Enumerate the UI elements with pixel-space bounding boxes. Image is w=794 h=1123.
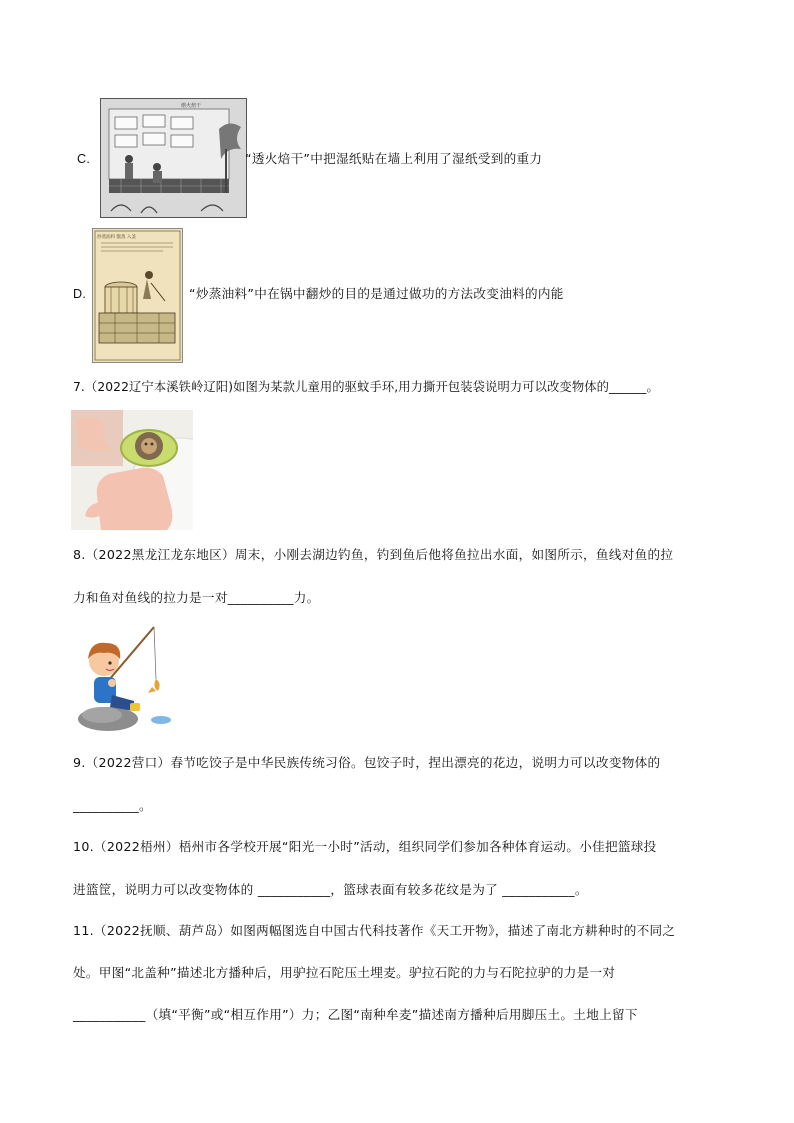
question-10-line-2: 进篮筐，说明力可以改变物体的 ___________，篮球表面有较多花纹是为了 ___________。 (73, 882, 588, 897)
question-11-line-1: 11.（2022抚顺、葫芦岛）如图两幅图选自中国古代科技著作《天工开物》，描述了南北方耕种时的不同之 (73, 923, 676, 938)
illustration-frying-oil-seeds (92, 228, 183, 363)
question-7-line-1: 7.（2022辽宁本溪铁岭辽阳)如图为某款儿童用的驱蚊手环,用力撕开包装袋说明力可以改变物体的______。 (73, 380, 659, 394)
photo-mosquito-bracelet (71, 410, 193, 530)
question-8-line-2: 力和鱼对鱼线的拉力是一对__________力。 (73, 590, 320, 605)
question-11-line-3: ___________（填“平衡”或“相互作用”）力；乙图“南种牟麦”描述南方播种后用脚压土。土地上留下 (73, 1007, 638, 1022)
question-11-line-2: 处。甲图“北盖种”描述北方播种后，用驴拉石陀压土埋麦。驴拉石陀的力与石陀拉驴的力是一对 (73, 965, 616, 980)
option-c-label: C. (77, 152, 91, 166)
option-d-text: “炒蒸油料”中在锅中翻炒的目的是通过做功的方法改变油料的内能 (189, 286, 564, 301)
illustration-paper-drying (100, 98, 247, 218)
question-10-line-1: 10.（2022梧州）梧州市各学校开展“阳光一小时”活动，组织同学们参加各种体育运动。小佳把篮球投 (73, 839, 657, 854)
book-page-caption: 炒蒸油料 甑蒸 入釜 (97, 235, 136, 240)
option-d-label: D. (73, 287, 87, 301)
question-9-line-1: 9.（2022营口）春节吃饺子是中华民族传统习俗。包饺子时，捏出漂亮的花边，说明力可以改变物体的 (73, 755, 661, 770)
question-8-line-1: 8.（2022黑龙江龙东地区）周末，小刚去湖边钓鱼，钓到鱼后他将鱼拉出水面，如图所示，鱼线对鱼的拉 (73, 547, 674, 562)
book-page-caption: 熔火焙干 (181, 103, 202, 109)
option-c-text: “透火焙干”中把湿纸贴在墙上利用了湿纸受到的重力 (245, 151, 543, 166)
illustration-boy-fishing (72, 621, 176, 732)
question-9-line-2: __________。 (73, 798, 152, 813)
